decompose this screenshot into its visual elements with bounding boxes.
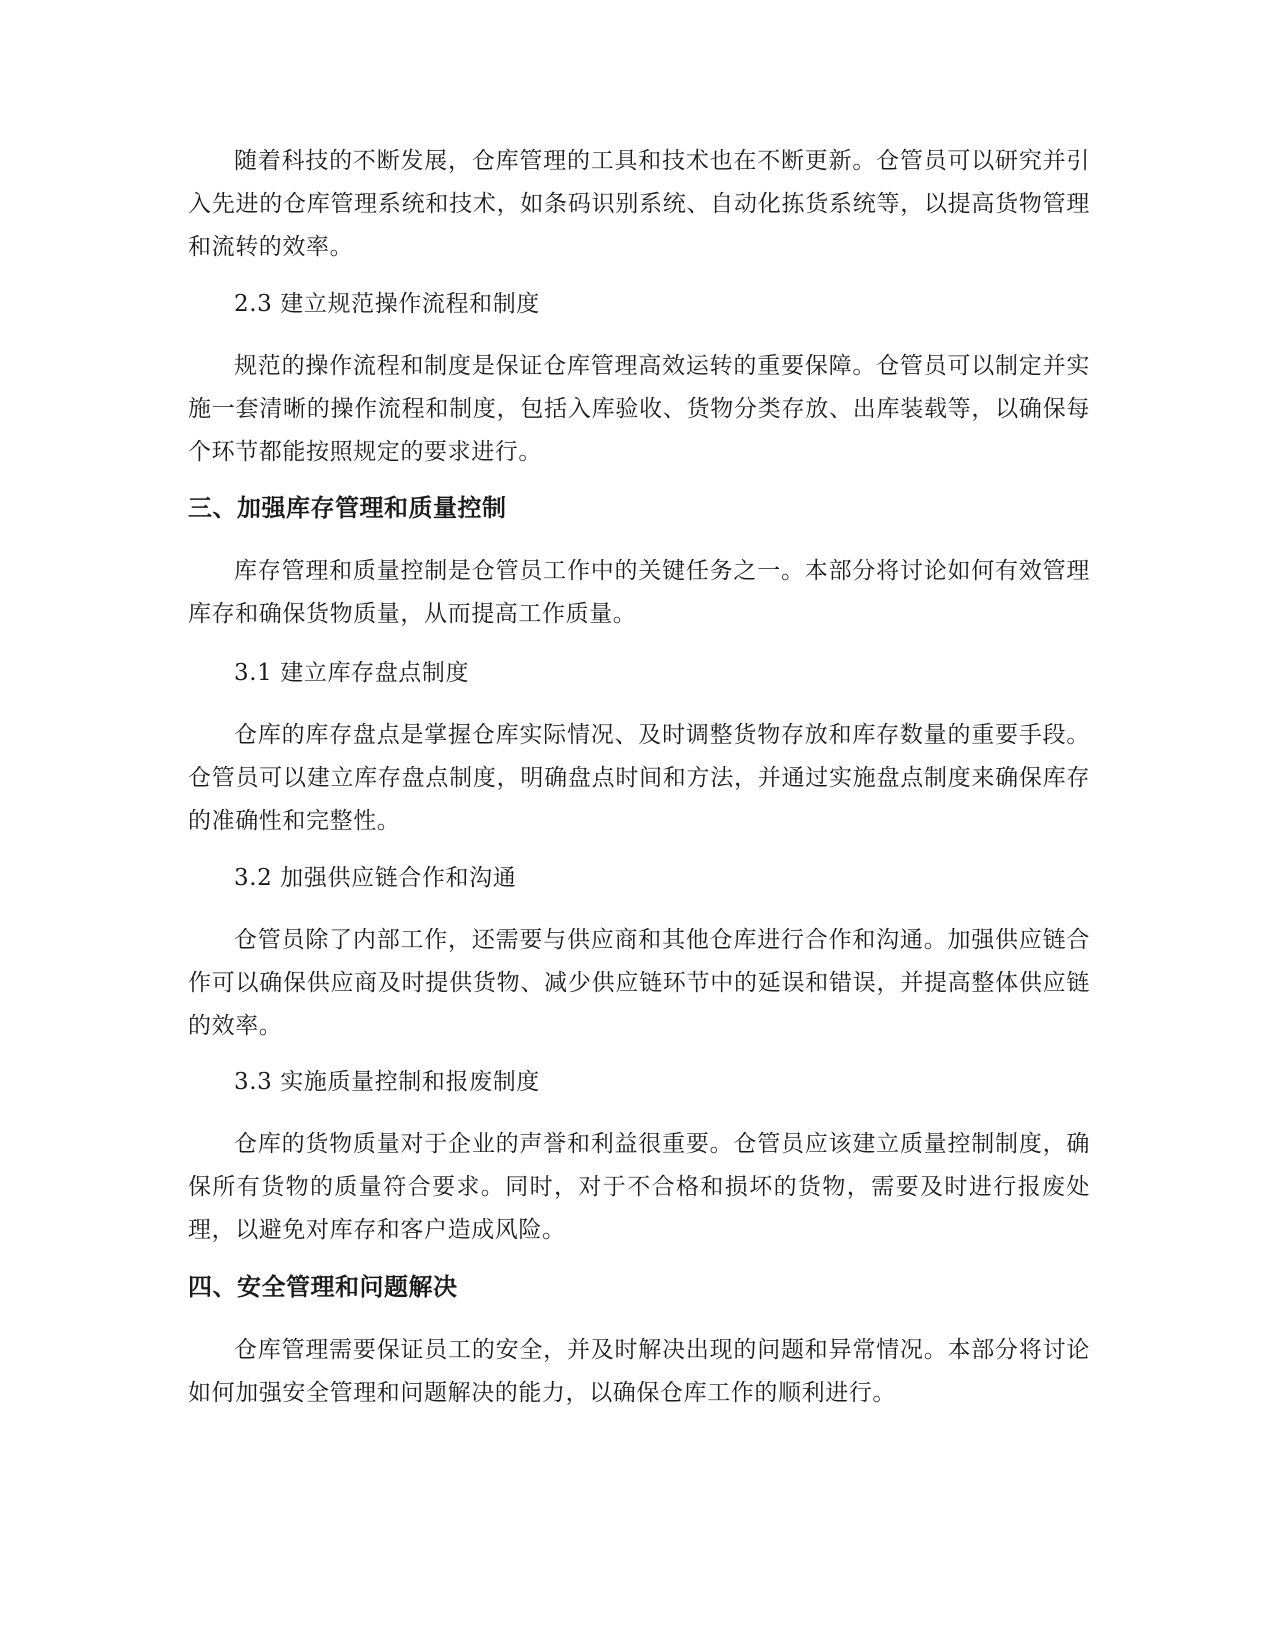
section-heading-3: 三、加强库存管理和质量控制 [188,494,507,522]
paragraph-3-3: 仓库的货物质量对于企业的声誉和利益很重要。仓管员应该建立质量控制制度，确保所有货物的质量符合要求。同时，对于不合格和损坏的货物，需要及时进行报废处理，以避免对库存和客户造成风险。 [188,1131,1090,1243]
subheading-3-2: 3.2 加强供应链合作和沟通 [234,865,517,891]
section-heading-4: 四、安全管理和问题解决 [188,1273,458,1301]
subheading-3-3: 3.3 实施质量控制和报废制度 [234,1069,540,1095]
subheading-3-1: 3.1 建立库存盘点制度 [234,660,470,686]
paragraph-2-3: 规范的操作流程和制度是保证仓库管理高效运转的重要保障。仓管员可以制定并实施一套清晰的操作流程和制度，包括入库验收、货物分类存放、出库装载等，以确保每个环节都能按照规定的要求进行。 [188,353,1090,465]
paragraph-3-2: 仓管员除了内部工作，还需要与供应商和其他仓库进行合作和沟通。加强供应链合作可以确保供应商及时提供货物、减少供应链环节中的延误和错误，并提高整体供应链的效率。 [188,927,1090,1039]
paragraph-technology: 随着科技的不断发展，仓库管理的工具和技术也在不断更新。仓管员可以研究并引入先进的仓库管理系统和技术，如条码识别系统、自动化拣货系统等，以提高货物管理和流转的效率。 [188,148,1090,260]
subheading-2-3: 2.3 建立规范操作流程和制度 [234,291,540,317]
paragraph-4-intro: 仓库管理需要保证员工的安全，并及时解决出现的问题和异常情况。本部分将讨论如何加强安全管理和问题解决的能力，以确保仓库工作的顺利进行。 [188,1337,1090,1406]
paragraph-3-intro: 库存管理和质量控制是仓管员工作中的关键任务之一。本部分将讨论如何有效管理库存和确保货物质量，从而提高工作质量。 [188,558,1090,627]
paragraph-3-1: 仓库的库存盘点是掌握仓库实际情况、及时调整货物存放和库存数量的重要手段。仓管员可以建立库存盘点制度，明确盘点时间和方法，并通过实施盘点制度来确保库存的准确性和完整性。 [188,722,1090,834]
